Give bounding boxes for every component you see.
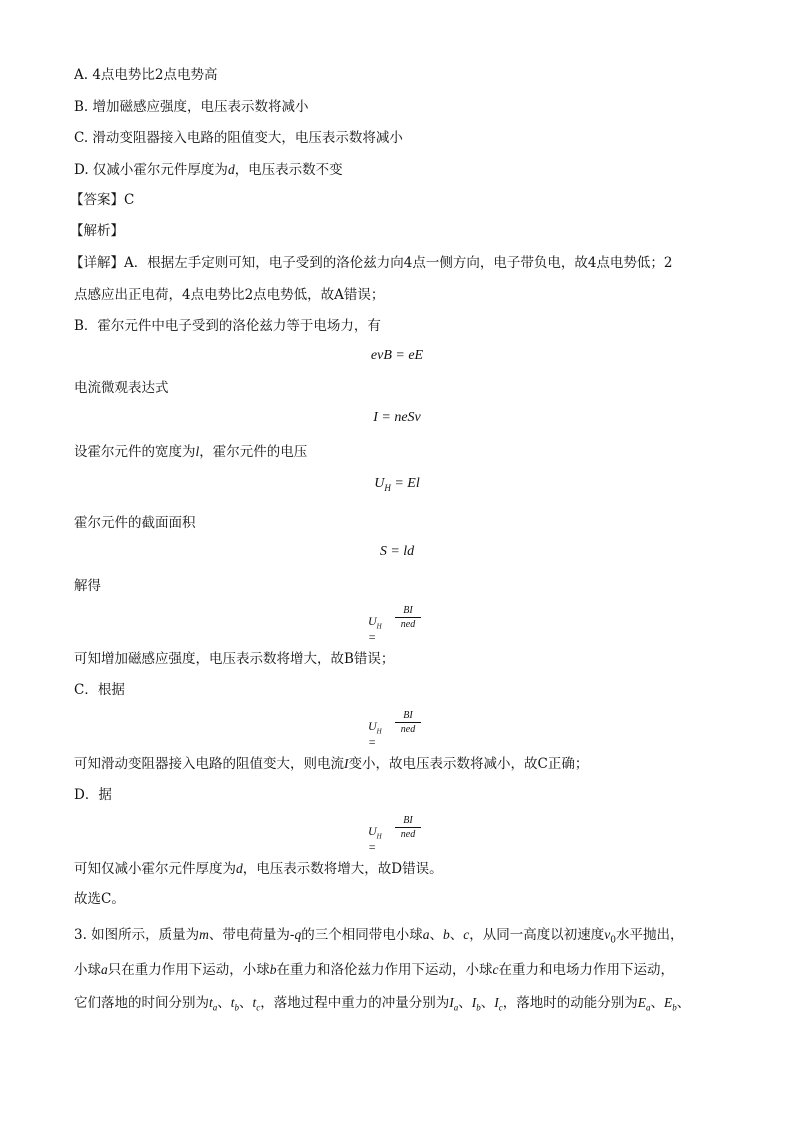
equation-area: S = ld [379,544,415,559]
equation-voltage: $U_H = El$ [374,476,420,493]
equation-force: evB = eE [370,348,424,363]
explain-line-6: 霍尔元件的截面面积 [74,515,196,531]
explain-line-4: 电流微观表达式 [74,380,169,396]
explain-line-5: 设霍尔元件的宽度为l，霍尔元件的电压 [74,444,308,460]
explain-line-2: 点感应出正电荷，4点电势比2点电势低，故A错误； [74,287,385,303]
explain-line-13: 故选C。 [74,891,125,907]
option-b: B. 增加磁感应强度，电压表示数将减小 [74,99,309,115]
explain-line-11: D．据 [74,787,112,803]
question-3-line-3: 它们落地的时间分别为$t_a$、$t_b$、$t_c$，落地过程中重力的冲量分别为$I_a$、$I_b$、$I_c$，落地时的动能分别为$E_a$、$E_b$、 [74,995,691,1013]
explain-line-9: C．根据 [74,682,125,698]
explain-line-3: B．霍尔元件中电子受到的洛伦兹力等于电场力，有 [74,318,381,334]
question-3-line-1: 3. 如图所示，质量为m、带电荷量为-q的三个相同带电小球a、b、c，从同一高度以初速度$v_0$水平抛出， [74,927,684,946]
question-3-line-2: 小球a只在重力作用下运动，小球b在重力和洛伦兹力作用下运动，小球c在重力和电场力作用下运动， [74,962,674,978]
explain-line-10: 可知滑动变阻器接入电路的阻值变大，则电流I变小，故电压表示数将减小，故C正确； [74,756,589,772]
option-a: A. 4点电势比2点电势高 [74,67,218,83]
explain-line-7: 解得 [74,578,101,594]
option-c: C. 滑动变阻器接入电路的阻值变大，电压表示数将减小 [74,130,403,146]
explain-line-8: 可知增加磁感应强度，电压表示数将增大，故B错误； [74,651,395,667]
option-d: D. 仅减小霍尔元件厚度为d，电压表示数不变 [74,162,343,178]
equation-current: I = neSv [373,410,421,425]
explain-line-12: 可知仅减小霍尔元件厚度为d，电压表示数将增大，故D错误。 [74,861,443,877]
explain-line-1: 【详解】A．根据左手定则可知，电子受到的洛伦兹力向4点一侧方向，电子带负电，故4点电势低；2 [70,255,673,271]
answer-label: 【答案】C [70,192,135,208]
analysis-header: 【解析】 [70,223,124,239]
